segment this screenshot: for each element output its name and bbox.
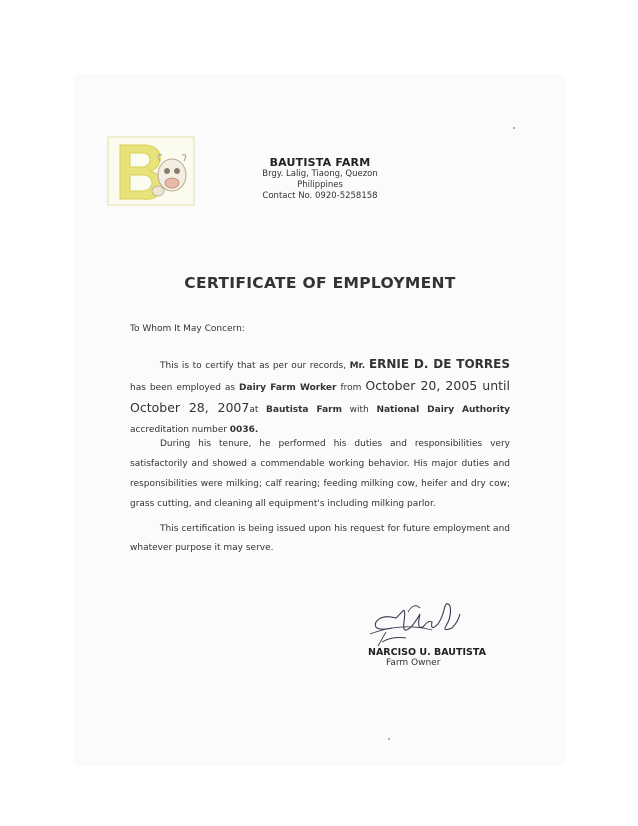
employee-name: ERNIE D. DE TORRES [368,357,511,371]
date-to: October 28, 2007 [130,400,250,415]
farm-logo-icon [106,135,196,207]
address-line-1: Brgy. Lalig, Tiaong, Quezon [262,169,378,179]
handwritten-signature-icon [362,592,472,650]
paragraph-duties: During his tenure, he performed his duties and responsibilities very satisfactorily and showed a commendable working behavior. His major duties and responsibilities were milking; calf rearing; feeding milking cow, heifer and dry cow; grass cutting, and cleaning all equipment's including milking parlor. [130,439,510,509]
paragraph-certification: This is to certify that as per our records, Mr. ERNIE D. DE TORRES has been employed as Dairy Farm Worker from October 20, 2005 until October 28, 2007at Bautista Farm with National Dairy Authority accreditation number 0036. [130,357,511,435]
job-position: Dairy Farm Worker [239,383,337,393]
scan-speck [388,738,390,740]
scan-speck [513,127,515,129]
authority-name: National Dairy Authority [376,405,510,415]
farm-name: BAUTISTA FARM [269,156,371,169]
salutation: To Whom It May Concern: [130,324,245,334]
signatory-name: NARCISO U. BAUTISTA [368,647,486,658]
honorific: Mr. [349,361,369,371]
document-title: CERTIFICATE OF EMPLOYMENT [184,274,456,292]
accreditation-number: 0036. [229,425,259,435]
employer-name: Bautista Farm [266,405,342,415]
signatory-block [368,647,488,668]
letterhead [225,156,415,202]
contact-number: Contact No. 0920-5258158 [262,191,378,201]
date-from: October 20, 2005 [365,378,478,393]
signatory-title: Farm Owner [386,658,441,668]
address-line-2: Philippines [297,180,343,190]
paragraph-purpose: This certification is being issued upon his request for future employment and whatever purpose it may serve. [130,524,510,553]
